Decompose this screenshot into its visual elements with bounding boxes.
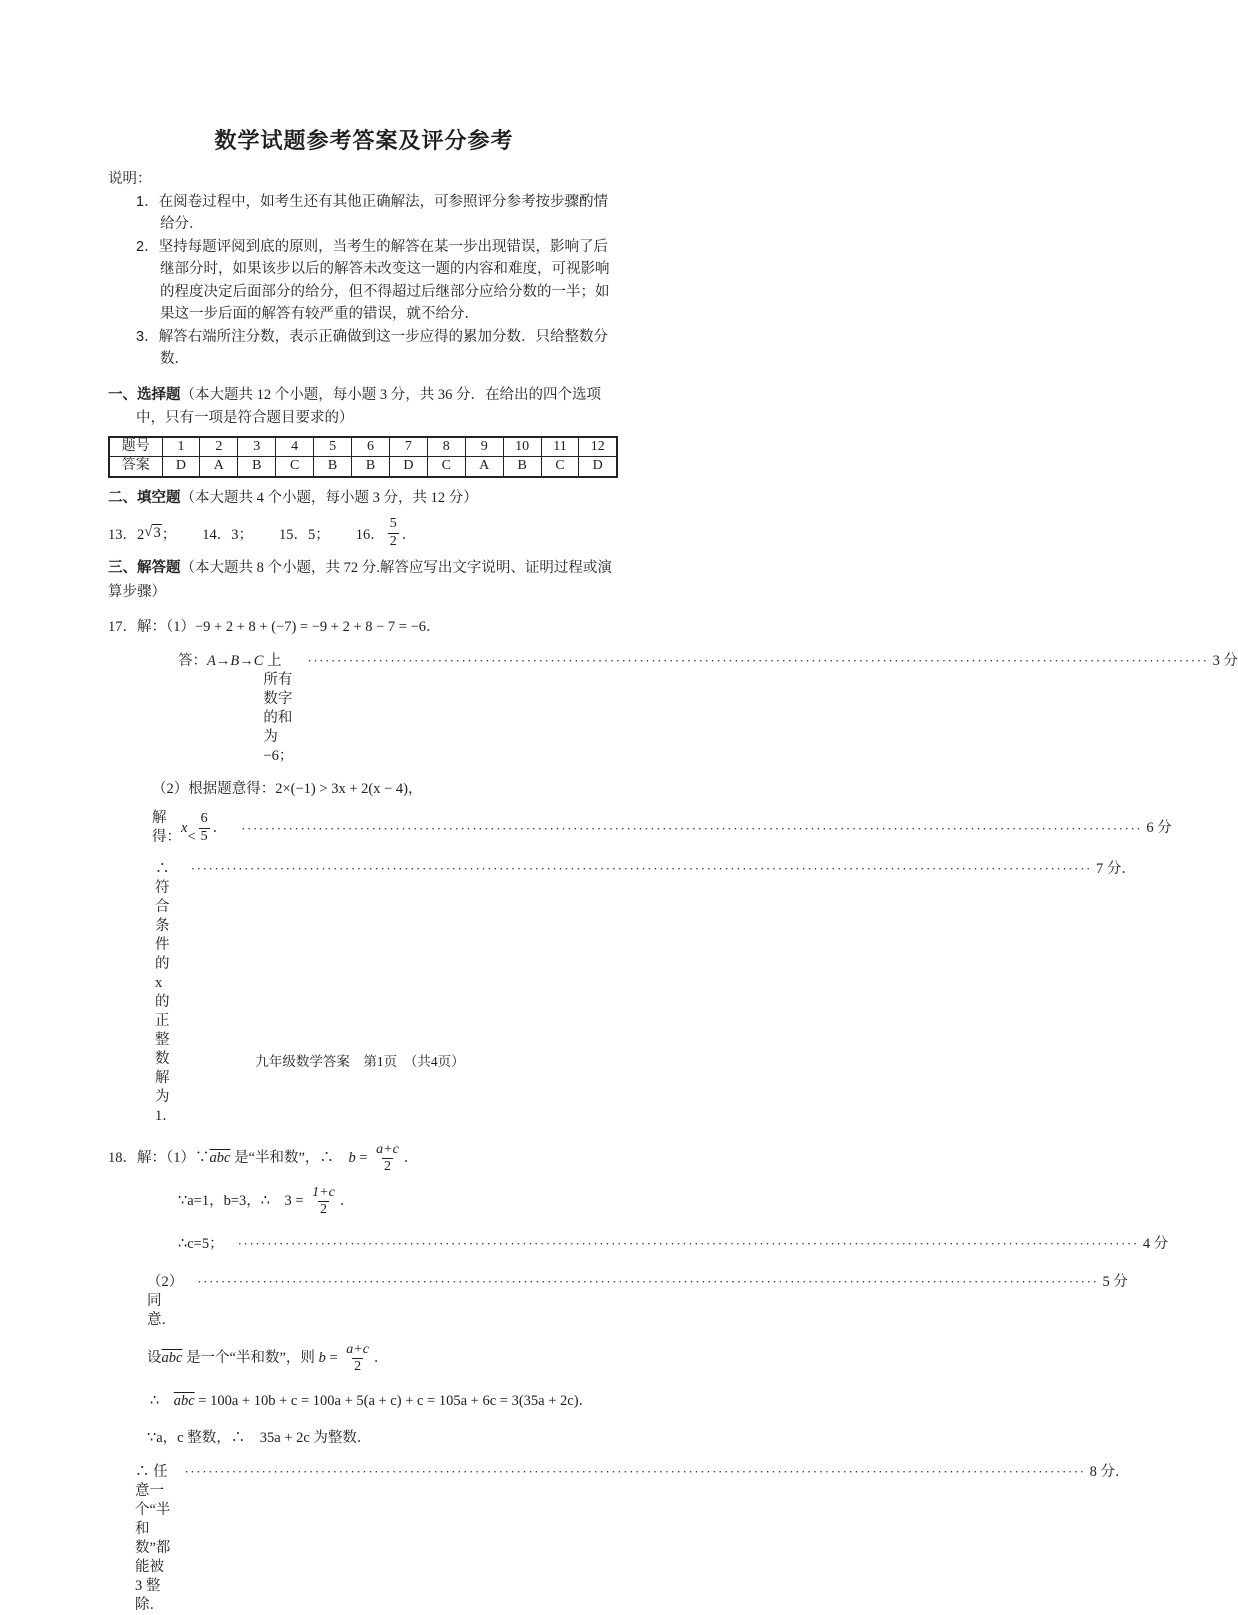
q18-line-3 [178, 1234, 1169, 1254]
fill-answer-13-suffix: ； [161, 526, 177, 543]
fraction-numerator: 1+c [312, 1185, 335, 1201]
page-footer: 九年级数学答案 第1页 （共4页） [255, 1054, 465, 1069]
answer-cell: B [238, 457, 276, 477]
answer-cell: C [427, 457, 465, 477]
fill-heading-desc: （本大题共 4 个小题，每小题 3 分，共 12 分） [180, 489, 478, 506]
question-number-cell: 12 [579, 437, 617, 457]
q17-solve-label: 解得： [152, 810, 181, 845]
fraction-numerator: 5 [389, 516, 397, 532]
fill-answer-13 [108, 523, 176, 544]
question-number-cell: 2 [200, 437, 238, 457]
score-label: 3 分 [1212, 653, 1238, 669]
fraction-denominator: 2 [354, 1359, 362, 1375]
q17-line-1 [108, 618, 620, 637]
choice-heading-label: 一、选择题 [108, 386, 181, 403]
fill-answer-16-suffix: ． [401, 526, 417, 543]
fraction [199, 811, 210, 844]
fraction [344, 1342, 371, 1375]
fill-answer-15: 15．5； [278, 526, 330, 543]
q17-part2-label: （2）根据题意得： [152, 781, 276, 797]
fraction-denominator: 2 [320, 1202, 327, 1218]
q18-line-7 [147, 1429, 620, 1448]
dotted-leader: ························································································································································ [307, 653, 1209, 668]
q17-variable-x: x [181, 819, 188, 836]
fill-answer-13-prefix: 13．2 [108, 526, 145, 543]
q17-answer-prefix: 答： [178, 653, 207, 669]
answer-cell: D [579, 457, 617, 477]
choice-answer-table [108, 436, 618, 478]
q18-equals: = [355, 1150, 372, 1167]
choice-section-heading [108, 384, 620, 431]
question-number-cell: 9 [465, 437, 503, 457]
dotted-leader: ························································································································································ [197, 1274, 1099, 1290]
question-number-cell: 6 [352, 437, 390, 457]
answer-cell: D [162, 457, 200, 477]
instructions-block [108, 168, 620, 371]
q18-line-6 [150, 1392, 620, 1411]
fraction [388, 516, 399, 549]
fill-answers-line [108, 514, 620, 552]
score-label: 8 分． [1089, 1463, 1130, 1480]
q18-c-result: ∴c=5； [178, 1236, 224, 1253]
choice-heading-desc: （本大题共 12 个小题，每小题 3 分，共 36 分．在给出的四个选项中，只有一项是符合题目要求的） [136, 386, 601, 426]
fill-section-heading [108, 487, 620, 511]
overline-abc: $\overline{abc}$ [209, 1150, 231, 1167]
answer-cell: C [276, 457, 314, 477]
answer-cell: C [541, 457, 579, 477]
q17-answer-text: 上所有数字的和为−6； [263, 653, 294, 764]
q18-part2-agree: （2）同意． [147, 1274, 184, 1329]
fraction-denominator: 2 [383, 1159, 391, 1175]
q17-line-5 [155, 859, 1136, 1126]
fraction-numerator: a+c [346, 1342, 369, 1358]
question-number-cell: 10 [503, 437, 541, 457]
instruction-item-3: 3．解答右端所注分数，表示正确做到这一步应得的累加分数．只给整数分数． [136, 328, 609, 367]
dotted-leader: ························································································································································ [237, 1236, 1139, 1252]
dotted-leader: ························································································································································ [184, 1463, 1086, 1479]
q17-path-expression: A→B→C [207, 653, 264, 669]
q18-period: ． [403, 1150, 419, 1167]
q18-variable-b: b [348, 1150, 356, 1167]
answer-cell: A [200, 457, 238, 477]
q18-setup-text: 是一个“半和数”，则 [182, 1350, 319, 1367]
radicand: 3 [153, 525, 161, 541]
answer-cell: B [352, 457, 390, 477]
fraction [374, 1142, 401, 1175]
fraction [310, 1185, 337, 1218]
question-number-cell: 8 [427, 437, 465, 457]
question-number-cell: 5 [314, 437, 352, 457]
q18-therefore: ∴ [150, 1392, 174, 1409]
answer-cell: B [503, 457, 541, 477]
question-number-cell: 4 [276, 437, 314, 457]
q18-expansion: = 100a + 10b + c = 100a + 5(a + c) + c = 105a + 6c = 3(35a + 2c)． [194, 1392, 594, 1409]
answer-cell: B [314, 457, 352, 477]
instructions-label: 说明： [108, 171, 152, 187]
q18-line-4 [147, 1272, 1128, 1330]
q17-label: 17．解：（1） [108, 619, 195, 635]
score-label: 6 分 [1146, 819, 1172, 836]
score-label: 7 分． [1095, 861, 1136, 877]
question-number-cell: 11 [541, 437, 579, 457]
q18-label: 18．解：（1）∵ [108, 1150, 210, 1167]
q17-conclusion: ∴符合条件的 x 的正整数解为 1． [155, 861, 177, 1124]
q18-line-1 [108, 1142, 620, 1175]
q17-inequality: 2×(−1) > 3x + 2(x − 4)， [275, 781, 423, 797]
overline-abc: $\overline{abc}$ [173, 1392, 195, 1409]
fill-answer-16-prefix: 16． [355, 526, 385, 543]
solve-heading-label: 三、解答题 [108, 560, 181, 576]
q18-line-8 [135, 1462, 1130, 1615]
row-header-numbers: 题号 [109, 437, 162, 457]
dotted-leader: ························································································································································ [190, 861, 1092, 876]
solve-section-heading [108, 557, 620, 604]
fraction-numerator: 6 [200, 811, 208, 827]
question-number-cell: 7 [389, 437, 427, 457]
q18-line1-text: 是“半和数”，∴ [230, 1150, 349, 1167]
fraction-denominator: 2 [389, 533, 397, 549]
fill-heading-label: 二、填空题 [108, 489, 181, 506]
radical-sign: √ [144, 524, 153, 540]
instruction-item-2: 2．坚持每题评阅到底的原则，当考生的解答在某一步出现错误，影响了后继部分时，如果该步以后的解答未改变这一题的内容和难度，可视影响的程度决定后面部分的给分，但不得超过后继部分应给分数的一半；如果这一步后面的解答有较严重的错误，就不给分． [136, 238, 610, 322]
q18-substitution: ∵a=1，b=3，∴ 3 = [178, 1193, 308, 1210]
answer-cell: A [465, 457, 503, 477]
row-header-answers: 答案 [109, 457, 162, 477]
page-title: 数学试题参考答案及评分参考 [214, 128, 514, 153]
fill-answer-16 [356, 516, 417, 549]
fill-answer-14: 14．3； [202, 526, 253, 543]
q18-period: ． [373, 1350, 389, 1367]
question-number-cell: 1 [162, 437, 200, 457]
document-page [0, 126, 1238, 1613]
q17-period: ． [212, 819, 228, 836]
question-number-cell: 3 [238, 437, 276, 457]
q18-variable-b: b [318, 1350, 326, 1367]
q18-line-2 [178, 1185, 620, 1218]
q18-period: ． [339, 1193, 355, 1210]
q17-line-3 [152, 780, 620, 799]
score-label: 4 分 [1142, 1236, 1169, 1253]
q17-line-4 [152, 809, 1172, 847]
table-row-answers [109, 457, 617, 477]
q18-final-conclusion: ∴ 任意一个“半和数”都能被 3 整除． [135, 1463, 171, 1613]
q18-line-5 [147, 1342, 620, 1375]
instruction-item-1: 1．在阅卷过程中，如考生还有其他正确解法，可参照评分参考按步骤酌情给分． [136, 193, 609, 232]
answer-cell: D [389, 457, 427, 477]
solve-heading-desc: （本大题共 8 个小题，共 72 分.解答应写出文字说明、证明过程或演算步骤） [108, 560, 612, 600]
overline-abc: $\overline{abc}$ [161, 1350, 183, 1367]
table-row-numbers [109, 437, 617, 457]
q18-equals: = [325, 1350, 342, 1367]
q18-setup-prefix: 设 [147, 1350, 162, 1367]
q17-relation: < [187, 810, 200, 845]
fraction-numerator: a+c [376, 1142, 399, 1157]
score-label: 5 分 [1102, 1274, 1128, 1291]
q18-integer-note: ∵a，c 整数，∴ 35a + 2c 为整数． [147, 1429, 372, 1446]
q17-equation-1: −9 + 2 + 8 + (−7) = −9 + 2 + 8 − 7 = −6． [195, 619, 441, 635]
square-root [144, 524, 161, 542]
dotted-leader: ························································································································································ [241, 820, 1143, 836]
fraction-denominator: 5 [200, 828, 208, 844]
q17-line-2 [178, 651, 1238, 766]
